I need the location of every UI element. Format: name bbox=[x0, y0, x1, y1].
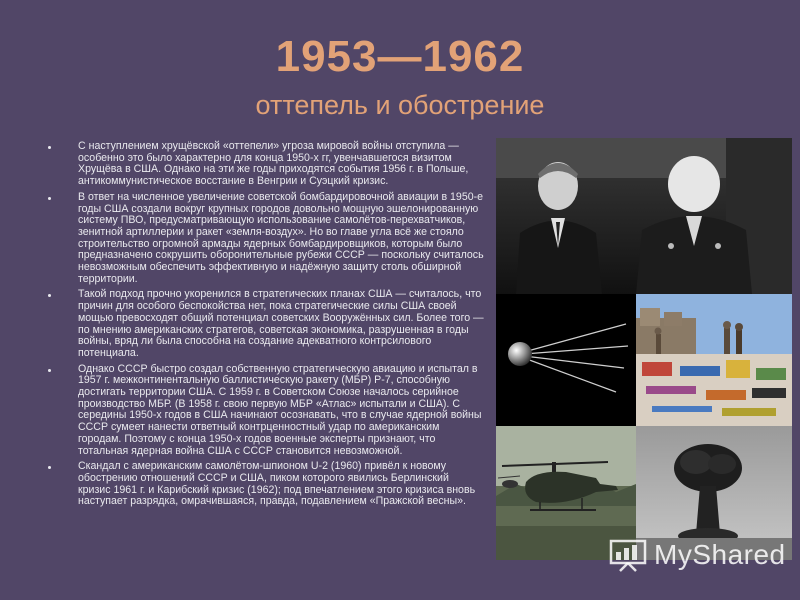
bullet-item bbox=[44, 289, 484, 359]
bullet-text: Однако СССР быстро создал собственную стратегическую авиацию и испытал в 1957 г. межконтинентальную баллистическую ракету (МБР) Р-7, способную достигать территории США. С 1959 г. в Советском Союзе началось серийное производство МБР. (В 1958 г. свою первую МБР «Атлас» испытали и США). С середины 1950-х годов в США начинают осознавать, что в случае ядерной войны СССР сумеет нанести ответный контрценностный удар по американским городам. Поэтому с конца 1950-х годов военные эксперты признают, что тотальная ядерная война США с СССР становится невозможной. bbox=[78, 362, 482, 457]
bullet-list bbox=[44, 141, 484, 512]
bullet-dot-icon bbox=[48, 466, 51, 469]
slide-title: 1953—1962 bbox=[275, 32, 525, 81]
bullet-item bbox=[44, 192, 484, 286]
bullet-text: С наступлением хрущёвской «оттепели» угроза мировой войны отступила — особенно это было характерно для конца 1950-х гг, увенчавшегося визитом Хрущёва в США. Однако на эти же годы приходятся события 1956 г. в Польше, антикоммунистическое восстание в Венгрии и Суэцкий кризис. bbox=[78, 140, 469, 188]
bullet-text: Такой подход прочно укоренился в стратегических планах США — считалось, что причин для особого беспокойства нет, пока стратегические силы США своей мощью превосходят общий потенциал советских Вооружённых сил. Более того — по мнению американских стратегов, советская экономика, разрушенная в годы войны, вряд ли была способна на создание адекватного контрсилового потенциала. bbox=[78, 288, 484, 359]
sputnik-photo bbox=[496, 294, 636, 426]
bullet-text: В ответ на численное увеличение советской бомбардировочной авиации в 1950-е годы США создали вокруг крупных городов довольно мощную эшелонированную систему ПВО, предусматривающую использование самолётов-перехватчиков, зенитной артиллерии и ракет «земля-воздух». Но во главе угла всё же стояло строительство огромной армады ядерных бомбардировщиков, которым было предназначено сокрушить оборонительные рубежи СССР — поскольку считалось невозможным обеспечить эффективную и надёжную защиту столь обширной территории. bbox=[78, 190, 484, 285]
berlin-wall-photo bbox=[636, 294, 792, 426]
watermark-text: MyShared bbox=[654, 539, 786, 570]
bullet-item bbox=[44, 461, 484, 508]
kennedy-khrushchev-photo bbox=[496, 138, 792, 294]
bullet-dot-icon bbox=[48, 146, 51, 149]
watermark bbox=[608, 535, 786, 575]
bullet-dot-icon bbox=[48, 294, 51, 297]
bullet-dot-icon bbox=[48, 369, 51, 372]
photo-collage bbox=[496, 138, 792, 560]
bullet-text: Скандал с американским самолётом-шпионом U-2 (1960) привёл к новому обострению отношений СССР и США, пиком которого явились Берлинский кризис 1961 г. и Карибский кризис (1962); под впечатлением этого кризиса вновь наступает разрядка, омрачившаяся, правда, подавлением «Пражской весны». bbox=[78, 460, 476, 508]
bullet-item bbox=[44, 364, 484, 458]
bullet-item bbox=[44, 141, 484, 188]
slide-subtitle: оттепель и обострение bbox=[255, 90, 545, 120]
presentation-board-icon bbox=[608, 538, 648, 572]
bullet-dot-icon bbox=[48, 197, 51, 200]
